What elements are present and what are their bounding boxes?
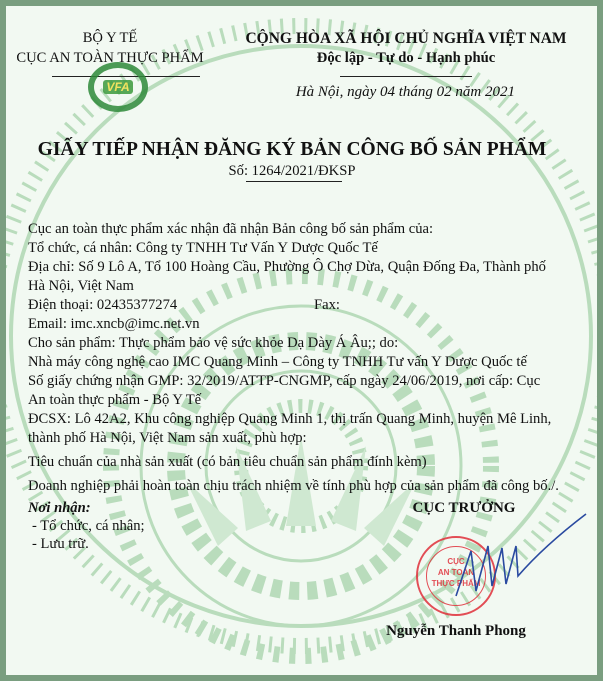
stamp-line: CỤC <box>447 557 465 566</box>
agency-name: CỤC AN TOÀN THỰC PHẨM <box>16 50 204 66</box>
phone-line: Điện thoại: 02435377274 <box>28 297 178 313</box>
country-name: CỘNG HÒA XÃ HỘI CHỦ NGHĨA VIỆT NAM <box>245 30 567 47</box>
logo-text: VFA <box>103 80 132 94</box>
stamp-line: THỰC PHẨM <box>431 579 481 588</box>
body-line: Tổ chức, cá nhân: Công ty TNHH Tư Vấn Y Dược Quốc Tế <box>28 240 378 256</box>
issue-date: Hà Nội, ngày 04 tháng 02 năm 2021 <box>295 84 515 100</box>
signer-name: Nguyễn Thanh Phong <box>386 623 526 639</box>
body-line: Địa chỉ: Số 9 Lô A, Tổ 100 Hoàng Cầu, Phường Ô Chợ Dừa, Quận Đống Đa, Thành phố <box>28 259 546 275</box>
body-line: An toàn thực phẩm - Bộ Y Tế <box>28 392 202 408</box>
standard-line: Tiêu chuẩn của nhà sản xuất (có bản tiêu chuẩn sản phẩm đính kèm) <box>28 454 427 470</box>
email-line: Email: imc.xncb@imc.net.vn <box>28 316 200 332</box>
body-line: Số giấy chứng nhận GMP: 32/2019/ATTP-CNGMP, cấp ngày 24/06/2019, nơi cấp: Cục <box>28 373 541 389</box>
body-line: ĐCSX: Lô 42A2, Khu công nghiệp Quang Minh 1, thị trấn Quang Minh, huyện Mê Linh, <box>28 411 552 427</box>
header-right-rule <box>340 76 472 77</box>
handwritten-signature <box>436 506 591 616</box>
document-number: Số: 1264/2021/ĐKSP <box>228 163 356 179</box>
recipients-label: Nơi nhận: <box>28 500 91 516</box>
product-line: Cho sản phẩm: Thực phẩm bảo vệ sức khỏe Dạ Dày Á Âu;; do: <box>28 335 399 351</box>
responsibility-line: Doanh nghiệp phải hoàn toàn chịu trách nhiệm về tính phù hợp của sản phẩm đã công bố./. <box>28 478 559 494</box>
title-rule <box>246 181 342 182</box>
motto: Độc lập - Tự do - Hạnh phúc <box>316 50 496 66</box>
recipient-item: - Lưu trữ. <box>32 536 89 552</box>
vfa-logo <box>88 62 148 112</box>
body-line: Hà Nội, Việt Nam <box>28 278 134 294</box>
body-line: Cục an toàn thực phẩm xác nhận đã nhận Bản công bố sản phẩm của: <box>28 221 434 237</box>
ministry-name: BỘ Y TẾ <box>82 30 138 46</box>
certificate-page <box>6 6 597 675</box>
recipient-item: - Tổ chức, cá nhân; <box>32 518 145 534</box>
fax-label: Fax: <box>314 297 340 313</box>
body-line: thành phố Hà Nội, Việt Nam sản xuất, phù hợp: <box>28 430 307 446</box>
signer-position: CỤC TRƯỞNG <box>412 500 516 516</box>
document-title: GIẤY TIẾP NHẬN ĐĂNG KÝ BẢN CÔNG BỐ SẢN PHẨM <box>37 139 547 160</box>
stamp-line: AN TOÀN <box>437 568 475 577</box>
body-line: Nhà máy công nghệ cao IMC Quang Minh – Công ty TNHH Tư vấn Y Dược Quốc tế <box>28 354 527 370</box>
